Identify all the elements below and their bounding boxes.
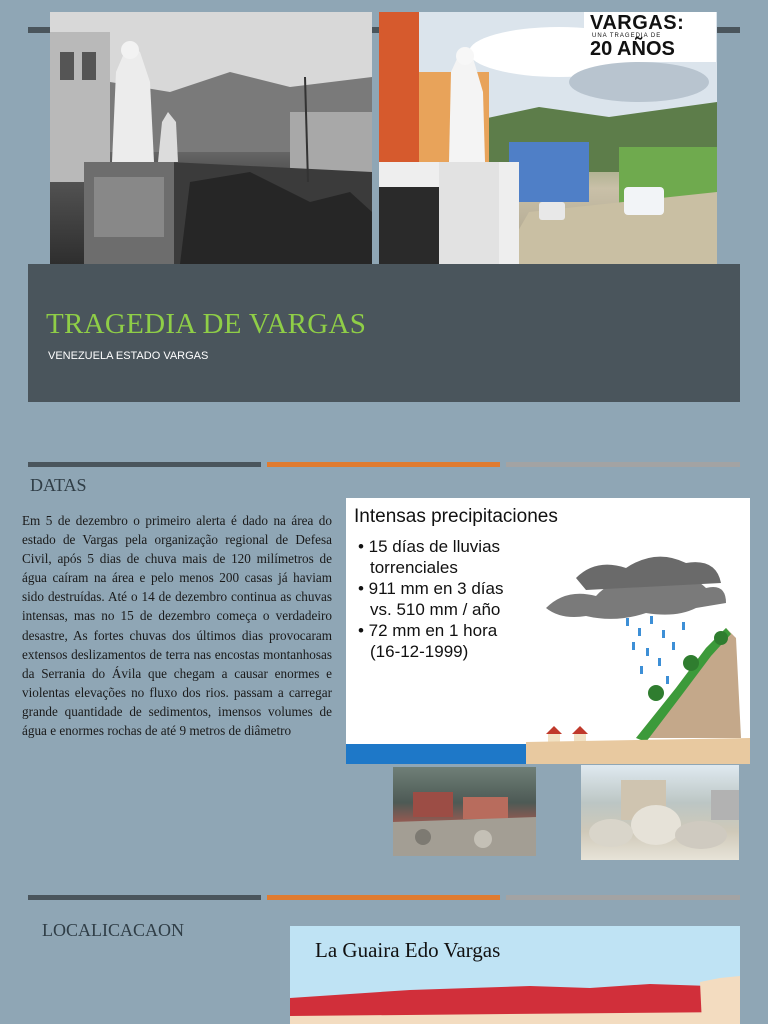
badge-line2: UNA TRAGEDIA DE xyxy=(592,33,662,39)
infographic-bullet: • 911 mm en 3 días xyxy=(358,579,504,598)
divider-grey xyxy=(506,462,740,467)
badge-line1: VARGAS: xyxy=(590,12,685,34)
badge-line3: 20 AÑOS xyxy=(590,38,675,60)
title-panel xyxy=(28,264,740,402)
coastline-map-illustration xyxy=(290,976,740,1024)
infographic-bullet: • 15 días de lluvias xyxy=(358,537,501,556)
historic-photo xyxy=(50,12,372,264)
historic-photo-illustration xyxy=(50,12,372,264)
page-subtitle: VENEZUELA ESTADO VARGAS xyxy=(48,350,209,362)
section-heading-datas: DATAS xyxy=(30,475,87,495)
infographic-bullet: (16-12-1999) xyxy=(370,642,469,661)
rain-mountain-illustration xyxy=(526,538,750,764)
infographic-bullet: torrenciales xyxy=(370,558,458,577)
infographic-title: Intensas precipitaciones xyxy=(354,506,558,527)
section-heading-location: LOCALICACAON xyxy=(42,920,184,940)
divider-dark-2 xyxy=(28,895,261,900)
divider-grey-2 xyxy=(506,895,740,900)
anniversary-badge xyxy=(584,12,716,62)
destroyed-buildings-illustration xyxy=(393,767,536,856)
water-band xyxy=(346,744,526,764)
precipitation-infographic xyxy=(346,498,750,764)
divider-orange xyxy=(267,462,500,467)
infographic-bullet: • 72 mm en 1 hora xyxy=(358,621,498,640)
divider-dark xyxy=(28,462,261,467)
infographic-bullet: vs. 510 mm / año xyxy=(370,600,501,619)
section-body-text: Em 5 de dezembro o primeiro alerta é dado na área do estado de Vargas pela organização regional de Defesa Civil, após 5 dias de chuva mais de 120 milímetros de água caíram na área e pelo menos 200 casas já haviam sido destruídas. Até o 14 de dezembro continua as chuvas intensas, mas no 15 de dezembro começa o verdadeiro desastre, As fortes chuvas dos últimos dias provocaram extensos deslizamentos de terra nas encostas montanhosas da Serrania do Ávila que chegam a causar enormes e violentas elevações no fluxo dos rios. passam a carregar grande quantidade de sedimentos, imensos volumes de água e enormes rochas de até 9 metros de diâmetro xyxy=(22,513,332,739)
boulders-photo xyxy=(581,765,739,860)
divider-orange-2 xyxy=(267,895,500,900)
destroyed-buildings-photo xyxy=(393,767,536,856)
page-title: TRAGEDIA DE VARGAS xyxy=(46,308,367,340)
map-title: La Guaira Edo Vargas xyxy=(315,938,501,962)
boulders-illustration xyxy=(581,765,739,860)
location-map xyxy=(290,926,740,1024)
